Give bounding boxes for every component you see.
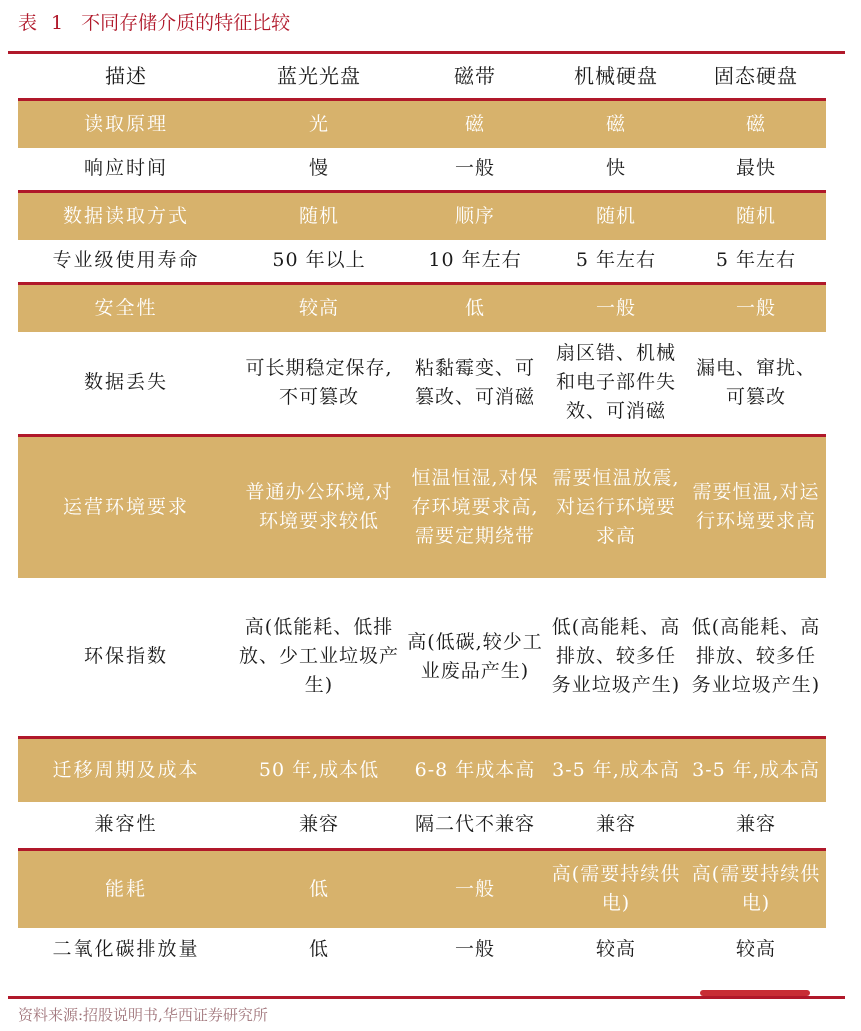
table-cell: 一般 <box>546 284 686 332</box>
table-cell: 3-5 年,成本高 <box>686 738 826 802</box>
table-cell: 漏电、窜扰、可篡改 <box>686 332 826 436</box>
row-label-cell: 迁移周期及成本 <box>18 738 234 802</box>
table-cell: 随机 <box>686 192 826 240</box>
caption-title: 不同存储介质的特征比较 <box>81 12 291 34</box>
table-cell: 一般 <box>404 850 546 928</box>
table-cell: 磁 <box>404 100 546 148</box>
table-cell: 较高 <box>546 928 686 972</box>
header-cell-ssd: 固态硬盘 <box>714 63 798 88</box>
header-row <box>18 54 826 100</box>
row-label-cell: 数据读取方式 <box>18 192 234 240</box>
table-cell: 普通办公环境,对环境要求较低 <box>234 436 404 578</box>
table-cell: 随机 <box>234 192 404 240</box>
table-cell: 高(需要持续供电) <box>546 850 686 928</box>
table-cell: 3-5 年,成本高 <box>546 738 686 802</box>
table-cell: 兼容 <box>546 802 686 850</box>
table-cell: 快 <box>546 148 686 192</box>
table-cell: 6-8 年成本高 <box>404 738 546 802</box>
table-cell: 粘黏霉变、可篡改、可消磁 <box>404 332 546 436</box>
header-cell-hdd: 机械硬盘 <box>574 63 658 88</box>
table-cell: 一般 <box>686 284 826 332</box>
table-cell: 低 <box>234 850 404 928</box>
row-label-cell: 能耗 <box>18 850 234 928</box>
table-row <box>18 332 826 436</box>
table-cell: 较高 <box>234 284 404 332</box>
table-cell: 低 <box>404 284 546 332</box>
row-label-cell: 响应时间 <box>18 148 234 192</box>
table-cell: 50 年,成本低 <box>234 738 404 802</box>
row-label-cell: 专业级使用寿命 <box>18 240 234 284</box>
table-cell: 低 <box>234 928 404 972</box>
header-cell-tape: 磁带 <box>454 63 496 88</box>
table-cell: 低(高能耗、高排放、较多任务业垃圾产生) <box>546 578 686 738</box>
row-label-cell: 运营环境要求 <box>18 436 234 578</box>
table-cell: 一般 <box>404 148 546 192</box>
table-cell: 高(低能耗、低排放、少工业垃圾产生) <box>234 578 404 738</box>
table-cell: 需要恒温放震,对运行环境要求高 <box>546 436 686 578</box>
table-cell: 需要恒温,对运行环境要求高 <box>686 436 826 578</box>
table-row <box>18 148 826 192</box>
table-cell: 慢 <box>234 148 404 192</box>
source-note: 资料来源:招股说明书,华西证券研究所 <box>18 1006 268 1024</box>
table-cell: 最快 <box>686 148 826 192</box>
red-scribble-mark <box>700 990 810 996</box>
table-row <box>18 738 826 802</box>
row-label-cell: 安全性 <box>18 284 234 332</box>
table-cell: 一般 <box>404 928 546 972</box>
table-row <box>18 928 826 972</box>
header-cell-bluray: 蓝光光盘 <box>277 63 361 88</box>
table-row <box>18 240 826 284</box>
table-cell: 5 年左右 <box>686 240 826 284</box>
table-cell: 随机 <box>546 192 686 240</box>
table-cell: 磁 <box>686 100 826 148</box>
row-label-cell: 数据丢失 <box>18 332 234 436</box>
table-cell: 高(低碳,较少工业废品产生) <box>404 578 546 738</box>
comparison-table <box>18 54 826 972</box>
row-label-cell: 二氧化碳排放量 <box>18 928 234 972</box>
caption-number: 1 <box>51 12 64 34</box>
table-row <box>18 436 826 578</box>
table-cell: 光 <box>234 100 404 148</box>
table-cell: 较高 <box>686 928 826 972</box>
table-cell: 兼容 <box>686 802 826 850</box>
table-row <box>18 802 826 850</box>
table-row <box>18 100 826 148</box>
table-cell: 50 年以上 <box>234 240 404 284</box>
table-cell: 顺序 <box>404 192 546 240</box>
table-cell: 低(高能耗、高排放、较多任务业垃圾产生) <box>686 578 826 738</box>
caption-prefix: 表 <box>18 12 38 34</box>
row-label-cell: 读取原理 <box>18 100 234 148</box>
row-label-cell: 兼容性 <box>18 802 234 850</box>
table-cell: 扇区错、机械和电子部件失效、可消磁 <box>546 332 686 436</box>
row-label-cell: 环保指数 <box>18 578 234 738</box>
table-cell: 10 年左右 <box>404 240 546 284</box>
table-cell: 5 年左右 <box>546 240 686 284</box>
table-cell: 高(需要持续供电) <box>686 850 826 928</box>
table-caption <box>18 8 290 38</box>
table-cell: 磁 <box>546 100 686 148</box>
table-row <box>18 192 826 240</box>
table-row <box>18 578 826 738</box>
bottom-rule <box>8 996 845 999</box>
table-cell: 可长期稳定保存,不可篡改 <box>234 332 404 436</box>
table-row <box>18 850 826 928</box>
table-cell: 兼容 <box>234 802 404 850</box>
table-cell: 恒温恒湿,对保存环境要求高,需要定期绕带 <box>404 436 546 578</box>
table-row <box>18 284 826 332</box>
table-cell: 隔二代不兼容 <box>404 802 546 850</box>
header-cell-description: 描述 <box>105 63 147 88</box>
